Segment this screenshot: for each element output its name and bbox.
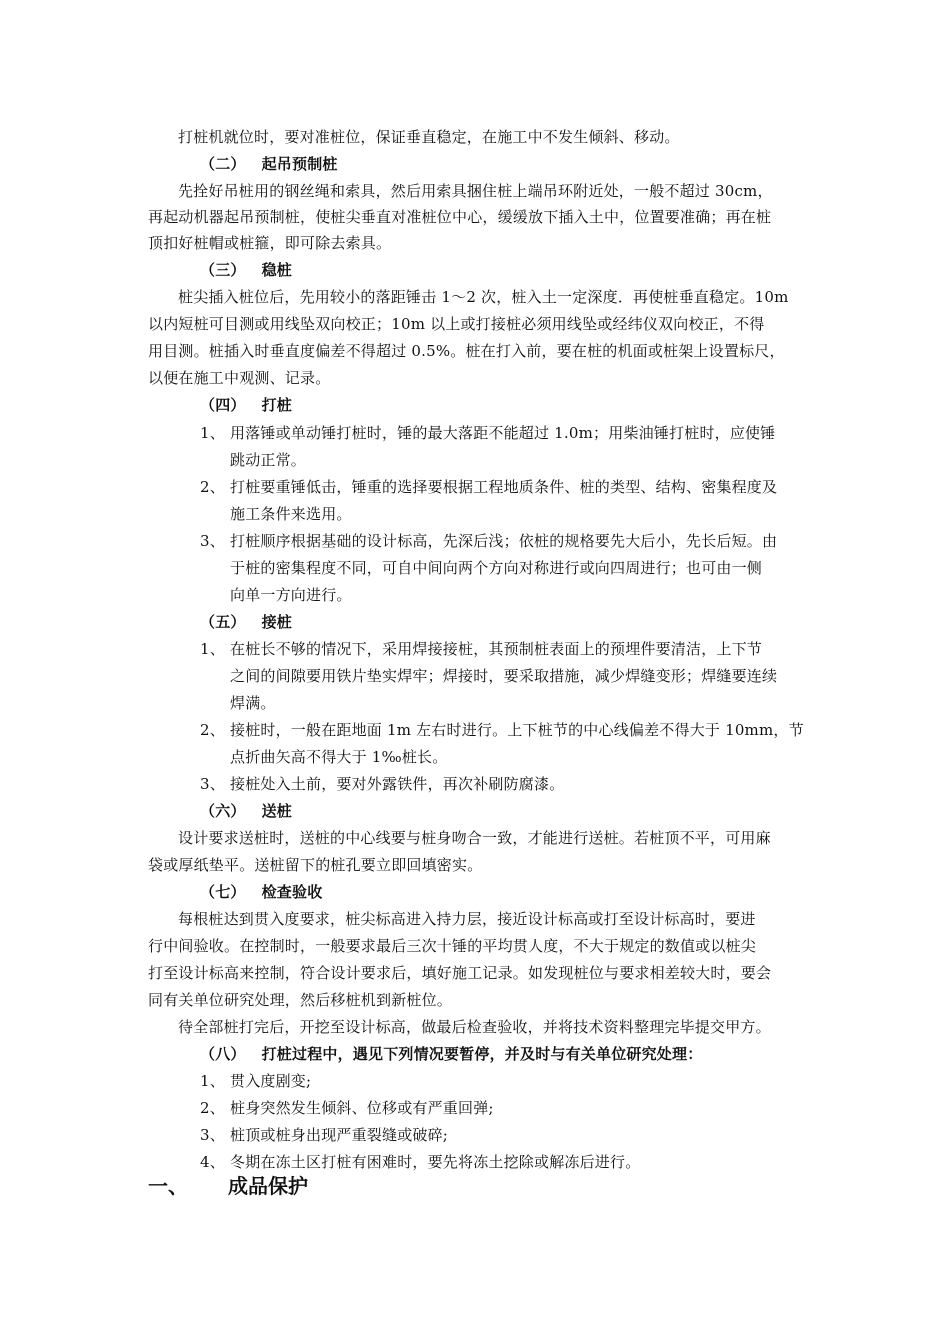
paragraph-line: 设计要求送桩时，送桩的中心线要与桩身吻合一致，才能进行送桩。若桩顶不平，可用麻: [178, 829, 771, 847]
paragraph-line: 打至设计标高来控制，符合设计要求后，填好施工记录。如发现桩位与要求相差较大时，要会: [148, 964, 772, 982]
list-text: 桩身突然发生倾斜、位移或有严重回弹;: [230, 1099, 494, 1117]
list-item: [200, 720, 804, 740]
list-number: 2、: [200, 478, 225, 496]
list-text: 用落锤或单动锤打桩时，锤的最大落距不能超过 1.0m；用柴油锤打桩时，应使锤: [230, 424, 776, 442]
chapter-title: 成品保护: [228, 1174, 308, 1198]
list-item: [200, 1098, 494, 1118]
list-item-continuation: 点折曲矢高不得大于 1‰桩长。: [230, 748, 448, 766]
heading-title: 打桩: [261, 396, 293, 414]
list-item: [200, 639, 762, 659]
paragraph-line: 以内短桩可目测或用线坠双向校正；10m 以上或打接桩必须用线坠或经纬仪双向校正，不得: [148, 315, 765, 333]
list-item-continuation: 焊满。: [230, 694, 276, 712]
heading-number: （二）: [200, 155, 246, 173]
list-text: 接桩时，一般在距地面 1m 左右时进行。上下桩节的中心线偏差不得大于 10mm，节: [230, 721, 804, 739]
list-text: 打桩顺序根据基础的设计标高，先深后浅；依桩的规格要先大后小，先长后短。由: [230, 532, 778, 550]
heading-number: （六）: [200, 802, 246, 820]
list-text: 接桩处入土前，要对外露铁件，再次补刷防腐漆。: [230, 775, 565, 793]
paragraph-line: 打桩机就位时，要对准桩位，保证垂直稳定，在施工中不发生倾斜、移动。: [178, 128, 680, 146]
heading-title: 送桩: [261, 802, 293, 820]
section-heading: [200, 395, 292, 415]
section-heading: [200, 612, 292, 632]
heading-number: （七）: [200, 883, 246, 901]
list-number: 1、: [200, 1072, 225, 1090]
heading-number: （三）: [200, 261, 246, 279]
list-text: 冬期在冻土区打桩有困难时，要先将冻土挖除或解冻后进行。: [230, 1153, 641, 1171]
paragraph-line: 用目测。桩插入时垂直度偏差不得超过 0.5%。桩在打入前，要在桩的机面或桩架上设置标尺，: [148, 342, 785, 360]
list-text: 桩顶或桩身出现严重裂缝或破碎;: [230, 1126, 449, 1144]
heading-title: 起吊预制桩: [261, 155, 338, 173]
list-number: 1、: [200, 424, 225, 442]
paragraph-line: 同有关单位研究处理，然后移桩机到新桩位。: [148, 991, 453, 1009]
list-item: [200, 423, 775, 443]
list-text: 贯入度剧变;: [230, 1072, 312, 1090]
list-text: 打桩要重锤低击，锤重的选择要根据工程地质条件、桩的类型、结构、密集程度及: [230, 478, 778, 496]
list-item: [200, 477, 777, 497]
list-number: 3、: [200, 532, 225, 550]
heading-title: 接桩: [261, 613, 293, 631]
section-heading: [200, 1044, 702, 1064]
list-item-continuation: 之间的间隙要用铁片垫实焊牢；焊接时，要采取措施，减少焊缝变形；焊缝要连续: [230, 667, 778, 685]
list-number: 3、: [200, 1126, 225, 1144]
list-item: [200, 1071, 311, 1091]
heading-number: （八）: [200, 1045, 246, 1063]
heading-number: （五）: [200, 613, 246, 631]
paragraph-line: 桩尖插入桩位后，先用较小的落距锤击 1～2 次，桩入土一定深度．再使桩垂直稳定。10m: [178, 288, 789, 306]
heading-number: （四）: [200, 396, 246, 414]
list-number: 1、: [200, 640, 225, 658]
heading-title: 检查验收: [261, 883, 323, 901]
list-text: 在桩长不够的情况下，采用焊接接桩，其预制桩表面上的预埋件要清洁，上下节: [230, 640, 763, 658]
paragraph-line: 行中间验收。在控制时，一般要求最后三次十锤的平均贯人度，不大于规定的数值或以桩尖: [148, 937, 757, 955]
chapter-heading: [148, 1170, 308, 1199]
paragraph-line: 待全部桩打完后，开挖至设计标高，做最后检查验收，并将技术资料整理完毕提交甲方。: [178, 1018, 771, 1036]
paragraph-line: 顶扣好桩帽或桩箍，即可除去索具。: [148, 234, 392, 252]
list-item: [200, 531, 777, 551]
list-number: 3、: [200, 775, 225, 793]
list-number: 4、: [200, 1153, 225, 1171]
section-heading: [200, 154, 338, 174]
list-number: 2、: [200, 1099, 225, 1117]
heading-title: 打桩过程中，遇见下列情况要暂停，并及时与有关单位研究处理：: [261, 1045, 703, 1063]
section-heading: [200, 260, 292, 280]
list-item-continuation: 向单一方向进行。: [230, 586, 352, 604]
paragraph-line: 每根桩达到贯入度要求，桩尖标高进入持力层，接近设计标高或打至设计标高时，要进: [178, 910, 756, 928]
list-item-continuation: 于桩的密集程度不同，可自中间向两个方向对称进行或向四周进行；也可由一侧: [230, 559, 763, 577]
paragraph-line: 以便在施工中观测、记录。: [148, 369, 331, 387]
list-item-continuation: 施工条件来选用。: [230, 505, 352, 523]
paragraph-line: 先拴好吊桩用的钢丝绳和索具，然后用索具捆住桩上端吊环附近处，一般不超过 30cm，: [178, 182, 773, 200]
paragraph-line: 袋或厚纸垫平。送桩留下的桩孔要立即回填密实。: [148, 856, 483, 874]
list-number: 2、: [200, 721, 225, 739]
heading-title: 稳桩: [261, 261, 293, 279]
list-item: [200, 774, 564, 794]
list-item: [200, 1125, 448, 1145]
list-item-continuation: 跳动正常。: [230, 451, 307, 469]
list-item: [200, 1152, 640, 1172]
section-heading: [200, 801, 292, 821]
paragraph-line: 再起动机器起吊预制桩，使桩尖垂直对准桩位中心，缓缓放下插入土中，位置要准确；再在桩: [148, 208, 772, 226]
section-heading: [200, 882, 322, 902]
chapter-number: 一、: [148, 1174, 188, 1198]
